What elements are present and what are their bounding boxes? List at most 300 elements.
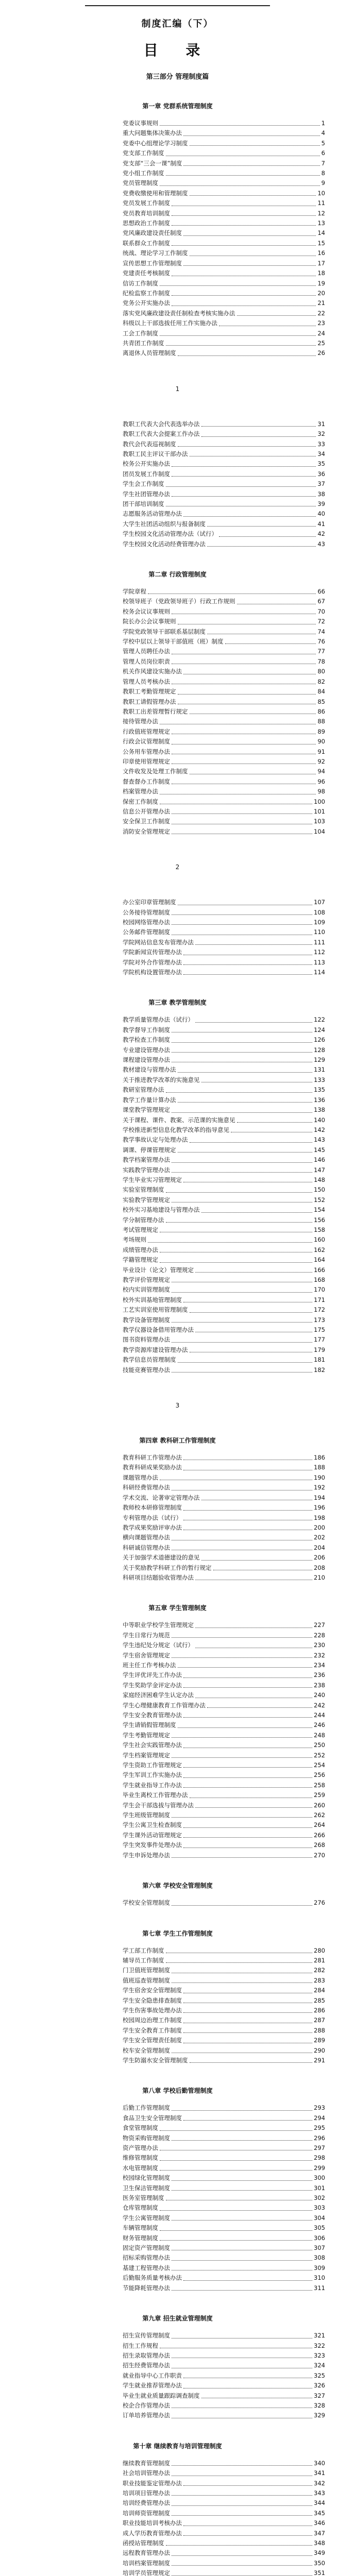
toc-entry[interactable] [123,2103,325,2113]
toc-entry[interactable] [123,1015,325,1025]
toc-entry[interactable] [123,2036,325,2045]
toc-entry-page: 80 [317,668,325,675]
toc-entry-page: 259 [314,1791,325,1799]
toc-entry-page: 170 [314,1286,325,1294]
dot-leader [225,643,316,644]
toc-entry-title: 教学评价管理规定 [123,1276,170,1283]
dot-leader [183,1717,312,1718]
toc-entry[interactable] [123,1453,325,1463]
toc-entry[interactable] [123,1145,325,1155]
toc-entry[interactable] [123,139,325,148]
toc-entry[interactable] [123,1670,325,1680]
toc-entry[interactable] [123,1965,325,1975]
section-title: 第九章 招生就业管理制度 [142,2315,213,2323]
toc-entry[interactable] [123,1493,325,1503]
toc-entry[interactable] [123,2273,325,2283]
toc-entry-page: 260 [314,1801,325,1809]
toc-entry[interactable] [123,2401,325,2411]
toc-entry[interactable] [123,737,325,747]
toc-entry[interactable] [123,318,325,328]
toc-entry[interactable] [123,1165,325,1175]
toc-entry-title: 管理人员聘任办法 [123,648,170,655]
dot-leader [160,2170,312,2171]
toc-entry[interactable] [123,1898,325,1908]
toc-entry[interactable] [123,1285,325,1295]
toc-entry[interactable] [123,707,325,717]
section-title: 第七章 学生工作管理制度 [142,1929,213,1937]
toc-entry-title: 团干部培训制度 [123,500,164,507]
toc-entry[interactable] [123,268,325,278]
toc-entry-page: 37 [317,480,325,488]
toc-entry[interactable] [123,1025,325,1035]
toc-entry[interactable] [123,697,325,707]
toc-entry-page: 13 [317,219,325,227]
toc-entry[interactable] [123,667,325,676]
dot-leader [172,1112,312,1113]
toc-entry-page: 152 [314,1196,325,1204]
dot-leader [172,1657,312,1658]
dot-leader [183,2120,312,2121]
toc-entry[interactable] [123,817,325,826]
toc-entry-page: 148 [314,1176,325,1183]
toc-entry[interactable] [123,1195,325,1205]
toc-entry-title: 党小组工作制度 [123,170,164,177]
toc-entry-page: 112 [314,948,325,956]
toc-entry[interactable] [123,597,325,606]
dot-leader [172,1322,312,1323]
toc-entry-title: 督查督办工作制度 [123,777,170,785]
toc-entry[interactable] [123,1035,325,1045]
dot-leader [166,486,316,487]
toc-entry[interactable] [123,1810,325,1820]
toc-entry[interactable] [123,1175,325,1185]
toc-entry-title: 学校安全管理制度 [123,1899,170,1907]
toc-entry[interactable] [123,509,325,519]
toc-entry-title: 教学督导工作制度 [123,1026,170,1033]
toc-entry[interactable] [123,1473,325,1483]
toc-entry[interactable] [123,1325,325,1335]
toc-entry[interactable] [123,1225,325,1235]
toc-entry[interactable] [123,1790,325,1800]
toc-entry[interactable] [123,1740,325,1750]
toc-entry-title: 教学质量管理办法（试行） [123,1016,194,1024]
toc-entry-title: 招标采购管理办法 [123,2254,170,2262]
toc-entry[interactable] [123,1055,325,1065]
toc-entry[interactable] [123,1563,325,1573]
toc-entry-page: 89 [317,727,325,735]
toc-entry[interactable] [123,2381,325,2391]
toc-entry[interactable] [123,1335,325,1345]
toc-entry-title: 技能竞赛管理办法 [123,1366,170,1374]
toc-entry[interactable] [123,2153,325,2163]
toc-entry[interactable] [123,1533,325,1543]
toc-entry[interactable] [123,209,325,218]
toc-entry-title: 资产管理办法 [123,2144,158,2151]
toc-entry[interactable] [123,797,325,807]
toc-entry[interactable] [123,777,325,787]
toc-entry[interactable] [123,1956,325,1965]
dot-leader [183,516,316,517]
toc-entry[interactable] [123,2193,325,2203]
toc-entry[interactable] [123,1701,325,1710]
dot-leader [172,2575,312,2576]
toc-entry-page: 349 [314,2549,325,2557]
toc-entry[interactable] [123,2411,325,2420]
toc-entry-title: 行政值班管理规定 [123,727,170,735]
toc-entry[interactable] [123,2223,325,2233]
toc-entry[interactable] [123,189,325,198]
section-title: 第四章 教科研工作管理制度 [139,1437,216,1445]
toc-entry[interactable] [123,1345,325,1355]
toc-entry[interactable] [123,1840,325,1850]
toc-entry[interactable] [123,1986,325,1995]
toc-entry[interactable] [123,2558,325,2568]
toc-entry-page: 146 [314,1156,325,1164]
toc-entry[interactable] [123,439,325,449]
toc-entry[interactable] [123,787,325,796]
toc-entry[interactable] [123,1681,325,1690]
toc-entry[interactable] [123,1185,325,1195]
toc-entry[interactable] [123,1065,325,1075]
toc-entry[interactable] [123,947,325,957]
toc-entry-page: 140 [314,1116,325,1124]
toc-entry-title: 食品卫生安全管理制度 [123,2114,182,2122]
toc-entry[interactable] [123,2203,325,2213]
toc-entry-page: 70 [317,607,325,615]
toc-entry[interactable] [123,2056,325,2065]
toc-entry-page: 41 [317,520,325,528]
toc-entry[interactable] [123,2046,325,2056]
toc-entry[interactable] [123,309,325,318]
toc-entry-page: 238 [314,1681,325,1689]
toc-entry-page: 135 [314,1086,325,1094]
toc-entry[interactable] [123,218,325,228]
toc-entry[interactable] [123,2015,325,2025]
toc-entry[interactable] [123,1770,325,1780]
toc-entry[interactable] [123,1523,325,1533]
toc-entry[interactable] [123,1305,325,1315]
toc-entry[interactable] [123,2026,325,2036]
toc-entry[interactable] [123,2351,325,2361]
toc-entry[interactable] [123,1720,325,1730]
toc-entry[interactable] [123,938,325,947]
toc-entry[interactable] [123,1781,325,1790]
toc-entry[interactable] [123,2361,325,2370]
toc-entry[interactable] [123,1483,325,1493]
toc-entry-title: 调课、停课管理规定 [123,1146,176,1154]
toc-entry[interactable] [123,587,325,597]
toc-entry[interactable] [123,1095,325,1105]
toc-entry[interactable] [123,958,325,968]
toc-entry[interactable] [123,2468,325,2478]
toc-entry[interactable] [123,1295,325,1305]
toc-entry-page: 177 [314,1336,325,1344]
toc-entry[interactable] [123,1245,325,1255]
toc-entry[interactable] [123,2331,325,2341]
toc-entry-page: 12 [317,209,325,217]
toc-entry[interactable] [123,248,325,258]
toc-entry[interactable] [123,1640,325,1650]
toc-entry-title: 校外实习基地建设与管理办法 [123,1206,200,1214]
toc-entry[interactable] [123,529,325,539]
toc-entry-title: 关于课程、课件、教案、示范课的实施意见 [123,1116,235,1124]
toc-entry-page: 347 [314,2529,325,2537]
toc-entry[interactable] [123,2391,325,2401]
toc-entry-title: 教学检查工作制度 [123,1036,170,1044]
toc-entry[interactable] [123,1831,325,1840]
toc-entry[interactable] [123,747,325,757]
toc-entry[interactable] [123,329,325,338]
toc-entry[interactable] [123,1553,325,1563]
toc-entry[interactable] [123,927,325,937]
toc-entry-page: 164 [314,1256,325,1264]
toc-entry-page: 166 [314,1266,325,1274]
toc-entry[interactable] [123,1620,325,1630]
toc-entry[interactable] [123,657,325,667]
toc-entry[interactable] [123,1976,325,1986]
toc-entry-page: 287 [314,2016,325,2024]
toc-entry[interactable] [123,1710,325,1720]
toc-entry-page: 34 [317,450,325,457]
toc-entry[interactable] [123,259,325,268]
toc-entry[interactable] [123,1731,325,1740]
toc-entry[interactable] [123,767,325,776]
toc-entry[interactable] [123,2133,325,2143]
toc-entry[interactable] [123,2143,325,2153]
toc-entry-title: 管理人员考核办法 [123,677,170,685]
toc-entry[interactable] [123,1365,325,1375]
toc-entry[interactable] [123,2498,325,2508]
toc-entry[interactable] [123,469,325,479]
toc-entry[interactable] [123,2173,325,2183]
toc-entry[interactable] [123,2479,325,2488]
toc-entry-page: 23 [317,319,325,327]
toc-entry[interactable] [123,1513,325,1523]
toc-entry[interactable] [123,2459,325,2468]
toc-entry[interactable] [123,178,325,188]
toc-entry[interactable] [123,1045,325,1055]
toc-entry-title: 信访工作制度 [123,279,158,287]
toc-entry-title: 课堂教学管理规定 [123,1106,170,1114]
toc-entry[interactable] [123,2163,325,2173]
toc-entry-page: 124 [314,1026,325,1033]
dot-leader [172,914,312,915]
toc-entry[interactable] [123,687,325,697]
toc-entry[interactable] [123,968,325,977]
toc-entry[interactable] [123,757,325,767]
toc-entry[interactable] [123,617,325,626]
dot-leader [166,1222,313,1223]
toc-entry[interactable] [123,637,325,647]
toc-entry[interactable] [123,1801,325,1810]
toc-entry[interactable] [123,908,325,918]
toc-entry[interactable] [123,2233,325,2243]
toc-entry[interactable] [123,348,325,358]
toc-entry[interactable] [123,539,325,549]
toc-entry[interactable] [123,2283,325,2293]
dot-leader [160,2160,312,2161]
toc-entry[interactable] [123,279,325,289]
dot-leader [172,1857,312,1858]
toc-entry-page: 175 [314,1326,325,1334]
toc-entry[interactable] [123,2488,325,2498]
dot-leader [172,466,316,467]
toc-entry-page: 18 [317,269,325,277]
toc-entry[interactable] [123,1996,325,2006]
toc-entry-title: 专利管理办法（试行） [123,1514,182,1521]
toc-entry[interactable] [123,128,325,138]
toc-entry[interactable] [123,2538,325,2548]
toc-entry[interactable] [123,827,325,837]
toc-entry-page: 264 [314,1821,325,1829]
toc-entry[interactable] [123,228,325,238]
toc-entry[interactable] [123,1265,325,1275]
toc-entry[interactable] [123,2183,325,2193]
toc-entry[interactable] [123,499,325,509]
toc-entry[interactable] [123,2548,325,2558]
toc-entry[interactable] [123,1085,325,1095]
toc-entry[interactable] [123,1215,325,1225]
toc-entry[interactable] [123,1946,325,1956]
toc-entry[interactable] [123,2113,325,2123]
toc-entry[interactable] [123,1631,325,1640]
toc-entry[interactable] [123,1355,325,1365]
toc-entry[interactable] [123,148,325,158]
toc-entry[interactable] [123,168,325,178]
toc-entry[interactable] [123,1760,325,1770]
toc-entry[interactable] [123,607,325,617]
toc-entry[interactable] [123,1651,325,1660]
toc-entry[interactable] [123,459,325,469]
toc-entry[interactable] [123,2253,325,2263]
dot-leader [160,2230,312,2231]
toc-entry-title: 毕业生离校工作管理办法 [123,1791,188,1799]
toc-entry[interactable] [123,2123,325,2133]
toc-entry-title: 纪检监察工作制度 [123,289,170,297]
toc-entry[interactable] [123,1275,325,1285]
toc-entry-title: 学工部工作制度 [123,1946,164,1954]
toc-entry[interactable] [123,2006,325,2015]
toc-entry-page: 289 [314,2037,325,2044]
toc-entry[interactable] [123,1543,325,1553]
toc-entry-page: 138 [314,1106,325,1114]
toc-entry[interactable] [123,1690,325,1700]
toc-entry-page: 76 [317,638,325,646]
toc-entry-title: 学生班级管理制度 [123,1811,170,1819]
toc-entry[interactable] [123,1255,325,1265]
toc-entry-title: 校园绿化管理制度 [123,2174,170,2182]
toc-entry-page: 160 [314,1236,325,1244]
toc-entry-title: 公务用车管理办法 [123,748,170,755]
toc-entry[interactable] [123,1205,325,1215]
toc-entry[interactable] [123,479,325,489]
toc-entry-title: 基建工程管理办法 [123,2264,170,2272]
toc-entry[interactable] [123,1075,325,1085]
toc-entry-title: 公务接待管理制度 [123,908,170,916]
toc-entry[interactable] [123,1235,325,1245]
toc-entry[interactable] [123,2243,325,2253]
toc-entry[interactable] [123,159,325,168]
toc-entry[interactable] [123,2509,325,2518]
toc-entry[interactable] [123,1573,325,1583]
toc-entry[interactable] [123,1660,325,1670]
toc-entry-title: 招生宣传管理制度 [123,2332,170,2340]
toc-entry[interactable] [123,807,325,817]
toc-entry-page: 78 [317,657,325,665]
toc-entry[interactable] [123,1315,325,1325]
toc-entry[interactable] [123,429,325,439]
toc-entry[interactable] [123,519,325,529]
toc-entry-page: 136 [314,1096,325,1104]
toc-entry[interactable] [123,289,325,298]
dot-leader [190,195,316,196]
toc-entry[interactable] [123,1155,325,1165]
toc-entry-page: 142 [314,1126,325,1133]
toc-entry-page: 43 [317,540,325,548]
toc-entry-title: 关于加强学术道德建设的意见 [123,1554,200,1562]
toc-entry[interactable] [123,1503,325,1513]
toc-entry[interactable] [123,449,325,459]
dot-leader [178,1362,313,1363]
toc-entry[interactable] [123,2371,325,2381]
toc-entry[interactable] [123,2529,325,2538]
toc-entry[interactable] [123,118,325,128]
toc-entry[interactable] [123,419,325,429]
toc-entry-title: 学生资助工作管理规定 [123,1761,182,1769]
toc-entry[interactable] [123,727,325,737]
toc-entry-title: 学生伤害事故处理办法 [123,2006,182,2014]
toc-entry[interactable] [123,717,325,726]
dot-leader [201,426,316,427]
toc-entry[interactable] [123,1463,325,1472]
toc-entry-page: 122 [314,1016,325,1024]
toc-entry[interactable] [123,627,325,637]
toc-entry-title: 中等职业学校学生管理规定 [123,1621,194,1629]
toc-entry[interactable] [123,2568,325,2576]
toc-entry[interactable] [123,1125,325,1135]
toc-entry[interactable] [123,1105,325,1115]
toc-entry[interactable] [123,2518,325,2528]
toc-entry-page: 72 [317,618,325,625]
toc-entry-page: 5 [321,139,325,147]
toc-entry[interactable] [123,1851,325,1860]
toc-entry[interactable] [123,2341,325,2351]
toc-entry-title: 志愿服务活动管理办法 [123,510,182,518]
toc-entry[interactable] [123,1115,325,1125]
toc-entry[interactable] [123,918,325,927]
toc-entry[interactable] [123,647,325,656]
toc-entry[interactable] [123,1820,325,1830]
section-title: 第一章 党群系统管理制度 [142,103,213,110]
toc-entry[interactable] [123,298,325,308]
toc-entry[interactable] [123,198,325,208]
toc-entry-title: 学生请销假管理制度 [123,1721,176,1729]
toc-entry[interactable] [123,1751,325,1760]
toc-entry[interactable] [123,2213,325,2223]
toc-entry[interactable] [123,897,325,907]
toc-entry-page: 109 [314,919,325,926]
toc-entry[interactable] [123,489,325,499]
toc-entry[interactable] [123,1135,325,1145]
toc-entry-title: 科研项目结题验收管理办法 [123,1573,194,1581]
toc-entry[interactable] [123,677,325,687]
dot-leader [190,145,320,146]
toc-entry[interactable] [123,2263,325,2273]
toc-entry-page: 345 [314,2509,325,2517]
toc-entry[interactable] [123,338,325,348]
toc-entry-title: 教学设备管理制度 [123,1316,170,1324]
toc-entry[interactable] [123,239,325,248]
